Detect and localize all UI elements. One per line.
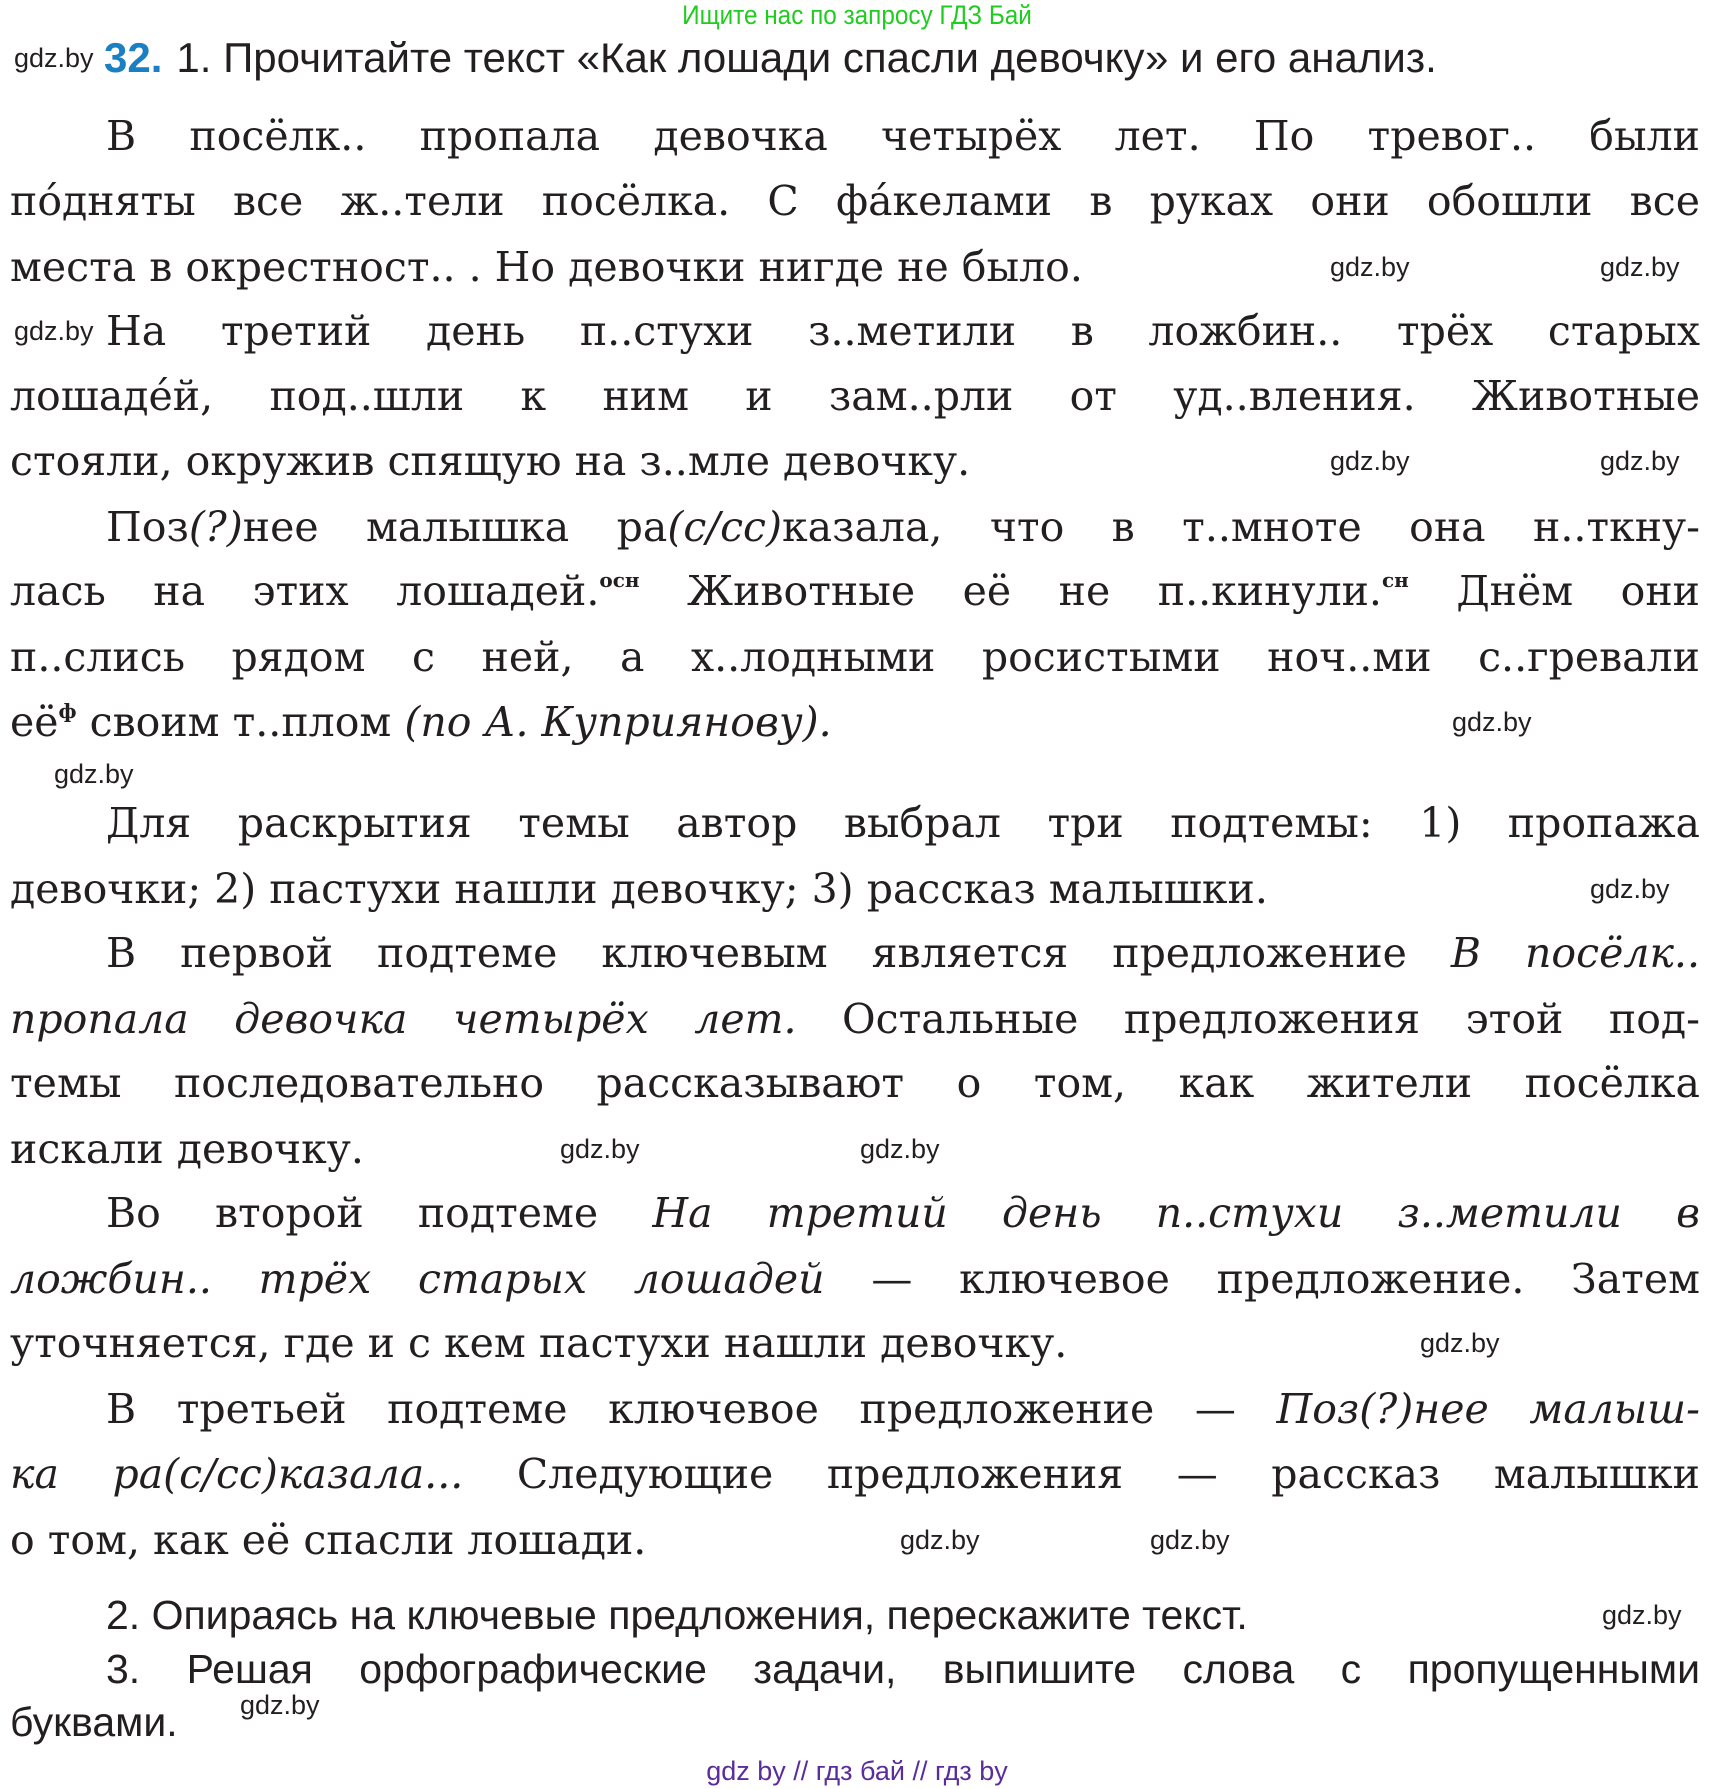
italic-fragment: (с/сс) (667, 503, 783, 551)
paragraph-line (106, 1377, 1700, 1441)
text-fragment: лась на этих лошадей. (10, 567, 600, 615)
text-fragment: искали девочку. (10, 1125, 364, 1173)
text-fragment: Следующие предложения — рассказ малышки (463, 1450, 1700, 1498)
watermark: gdz.by (560, 1134, 640, 1164)
text-fragment: — ключевое предложение. Затем (824, 1255, 1700, 1303)
text-fragment: На третий день п..стухи з..метили в ложбин.. трёх старых (106, 307, 1700, 355)
watermark: gdz.by (14, 43, 94, 73)
paragraph-line (10, 987, 1700, 1051)
text-fragment: по́дняты все ж..тели посёлка. С фа́келами в руках они обошли все (10, 177, 1700, 225)
header-banner[interactable]: Ищите нас по запросу ГДЗ Бай (682, 0, 1032, 30)
italic-fragment: Поз(?)нее малыш- (1276, 1385, 1700, 1433)
text-fragment: Животные её не п..кинули. (639, 567, 1382, 615)
italic-fragment: ка ра(с/сс)казала... (10, 1450, 464, 1498)
paragraph-line (10, 1442, 1700, 1506)
syntax-mark: сн (1381, 568, 1409, 592)
exercise-number: 32. (104, 34, 163, 81)
italic-fragment: На третий день п..стухи з..метили в (652, 1189, 1700, 1237)
text-fragment: казала, что в т..мноте она н..ткну- (782, 503, 1700, 551)
text-fragment: уточняется, где и с кем пастухи нашли девочку. (10, 1319, 1068, 1367)
task-1-text: 1. Прочитайте текст «Как лошади спасли девочку» и его анализ. (176, 34, 1437, 81)
text-fragment: 3. Решая орфографические задачи, выпишите слова с пропущенными (106, 1646, 1700, 1692)
watermark: gdz.by (1150, 1525, 1230, 1555)
watermark: gdz.by (240, 1690, 320, 1720)
syntax-mark: осн (599, 568, 640, 592)
text-fragment: места в окрестност.. . Но девочки нигде не было. (10, 243, 1083, 291)
paragraph-line (10, 625, 1700, 689)
watermark: gdz.by (1452, 707, 1532, 737)
text-fragment: В посёлк.. пропала девочка четырёх лет. По тревог.. были (106, 112, 1700, 160)
paragraph-line (106, 791, 1700, 855)
watermark: gdz.by (1420, 1328, 1500, 1358)
text-fragment: Поз (106, 503, 189, 551)
italic-fragment: (?) (188, 503, 243, 551)
paragraph-line (10, 857, 1700, 921)
paragraph-line (106, 1181, 1700, 1245)
italic-fragment: В посёлк.. (1450, 929, 1700, 977)
exercise-title (104, 34, 1437, 82)
text-fragment: Остальные предложения этой под- (796, 995, 1701, 1043)
paragraph-line (106, 299, 1700, 363)
watermark: gdz.by (1602, 1600, 1682, 1630)
watermark: gdz.by (1600, 446, 1680, 476)
text-fragment: девочки; 2) пастухи нашли девочку; 3) рассказ малышки. (10, 865, 1268, 913)
watermark: gdz.by (1590, 874, 1670, 904)
footer-banner[interactable]: gdz by // гдз бай // гдз by (706, 1756, 1008, 1786)
italic-fragment: (по А. Куприянову). (404, 698, 832, 746)
paragraph-line (10, 1247, 1700, 1311)
paragraph-line (10, 690, 1700, 754)
watermark: gdz.by (860, 1134, 940, 1164)
text-fragment: п..слись рядом с ней, а х..лодными росистыми ноч..ми с..гревали (10, 633, 1700, 681)
syntax-mark: ф (58, 699, 77, 723)
paragraph-line (10, 235, 1700, 299)
text-fragment: нее малышка ра (242, 503, 668, 551)
paragraph-line (10, 429, 1700, 493)
paragraph-line (10, 1508, 1700, 1572)
paragraph-line (10, 364, 1700, 428)
text-fragment: стояли, окружив спящую на з..мле девочку. (10, 437, 971, 485)
paragraph-line (106, 104, 1700, 168)
text-fragment: В первой подтеме ключевым является предложение (106, 929, 1451, 977)
paragraph-line (10, 1117, 1700, 1181)
text-fragment: о том, как её спасли лошади. (10, 1516, 647, 1564)
watermark: gdz.by (900, 1525, 980, 1555)
text-fragment: Для раскрытия темы автор выбрал три подтемы: 1) пропажа (106, 799, 1700, 847)
paragraph-line (106, 495, 1700, 559)
paragraph-line (10, 169, 1700, 233)
paragraph-line (106, 921, 1700, 985)
watermark: gdz.by (1330, 446, 1410, 476)
watermark: gdz.by (1330, 252, 1410, 282)
text-fragment: лошаде́й, под..шли к ним и зам..рли от уд..вления. Животные (10, 372, 1700, 420)
text-fragment: темы последовательно рассказывают о том, как жители посёлка (10, 1059, 1700, 1107)
italic-fragment: пропала девочка четырёх лет. (10, 995, 797, 1043)
watermark: gdz.by (1600, 252, 1680, 282)
text-fragment: своим т..плом (76, 698, 405, 746)
text-fragment: её (10, 698, 59, 746)
paragraph-line (10, 559, 1700, 623)
text-fragment: Во второй подтеме (106, 1189, 653, 1237)
text-fragment: В третьей подтеме ключевое предложение — (106, 1385, 1277, 1433)
watermark: gdz.by (54, 759, 134, 789)
paragraph-line (10, 1051, 1700, 1115)
text-fragment: буквами. (10, 1699, 178, 1745)
watermark: gdz.by (14, 316, 94, 346)
text-fragment: Днём они (1408, 567, 1701, 615)
text-fragment: 2. Опираясь на ключевые предложения, перескажите текст. (106, 1592, 1248, 1638)
italic-fragment: ложбин.. трёх старых лошадей (10, 1255, 825, 1303)
